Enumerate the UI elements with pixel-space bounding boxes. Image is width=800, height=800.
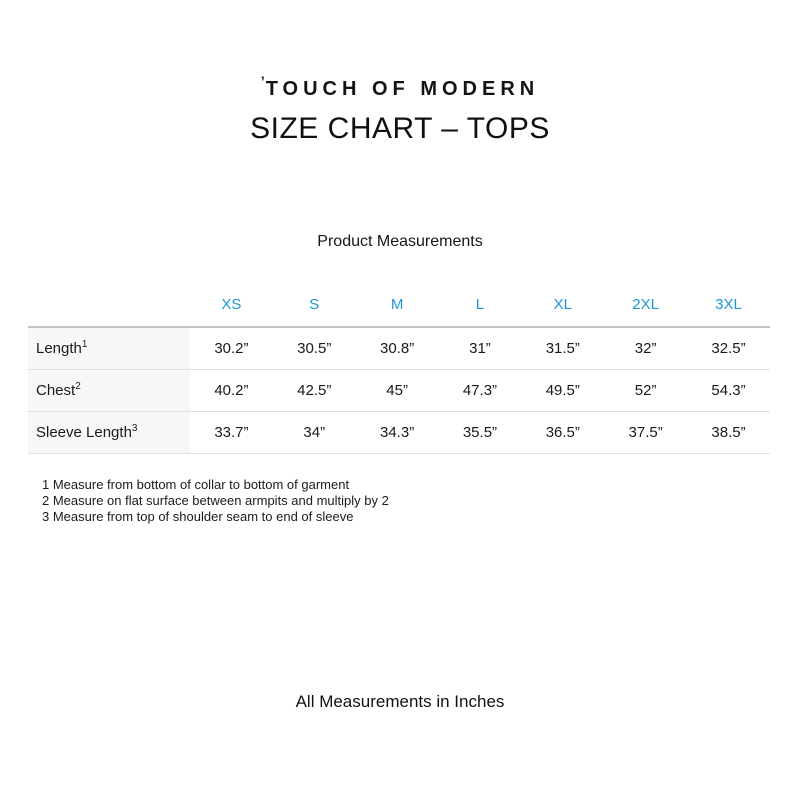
table-row-chest <box>28 369 770 411</box>
column-header-m: M <box>356 283 439 327</box>
cell-length-xs: 30.2” <box>190 327 273 369</box>
column-header-xs: XS <box>190 283 273 327</box>
cell-sleeve-2xl: 37.5” <box>604 411 687 453</box>
cell-chest-l: 47.3” <box>439 369 522 411</box>
cell-length-xl: 31.5” <box>521 327 604 369</box>
row-label-superscript: 1 <box>81 338 88 350</box>
row-label-chest <box>28 369 190 411</box>
cell-chest-m: 45” <box>356 369 439 411</box>
cell-length-3xl: 32.5” <box>687 327 770 369</box>
size-header-empty <box>28 283 190 327</box>
row-label-superscript: 3 <box>131 422 138 434</box>
cell-sleeve-3xl: 38.5” <box>687 411 770 453</box>
column-header-2xl: 2XL <box>604 283 687 327</box>
table-row-sleeve-length <box>28 411 770 453</box>
row-label-text: Length <box>36 339 82 357</box>
cell-length-l: 31” <box>439 327 522 369</box>
cell-sleeve-m: 34.3” <box>356 411 439 453</box>
cell-sleeve-xs: 33.7” <box>190 411 273 453</box>
section-title: Product Measurements <box>317 233 483 250</box>
footnote-2: 2 Measure on flat surface between armpits and multiply by 2 <box>42 493 389 508</box>
row-label-superscript: 2 <box>75 380 81 392</box>
units-note: All Measurements in Inches <box>295 692 505 711</box>
footnote-3: 3 Measure from top of shoulder seam to end of sleeve <box>42 509 354 524</box>
column-header-3xl: 3XL <box>687 283 770 327</box>
column-header-l: L <box>439 283 522 327</box>
cell-length-s: 30.5” <box>273 327 356 369</box>
column-header-s: S <box>273 283 356 327</box>
measurement-footnotes <box>42 477 389 525</box>
cell-chest-s: 42.5” <box>273 369 356 411</box>
size-chart-table <box>28 283 770 454</box>
cell-chest-2xl: 52” <box>604 369 687 411</box>
cell-chest-xl: 49.5” <box>521 369 604 411</box>
cell-length-m: 30.8” <box>356 327 439 369</box>
column-header-xl: XL <box>521 283 604 327</box>
row-label-sleeve-length <box>28 411 190 453</box>
size-header-row <box>28 283 770 327</box>
row-label-text: Sleeve Length <box>36 423 132 441</box>
row-label-text: Chest <box>36 381 76 399</box>
brand-logo <box>0 73 800 101</box>
cell-sleeve-l: 35.5” <box>439 411 522 453</box>
cell-length-2xl: 32” <box>604 327 687 369</box>
brand-logo-mark: ’ <box>260 73 265 89</box>
cell-sleeve-s: 34” <box>273 411 356 453</box>
table-row-length <box>28 327 770 369</box>
cell-sleeve-xl: 36.5” <box>521 411 604 453</box>
cell-chest-xs: 40.2” <box>190 369 273 411</box>
brand-logo-text: TOUCH OF MODERN <box>265 78 540 100</box>
size-table-header <box>28 283 770 327</box>
cell-chest-3xl: 54.3” <box>687 369 770 411</box>
row-label-length <box>28 327 190 369</box>
footnote-1: 1 Measure from bottom of collar to bottom of garment <box>42 477 350 492</box>
page-title: SIZE CHART – TOPS <box>250 112 550 145</box>
